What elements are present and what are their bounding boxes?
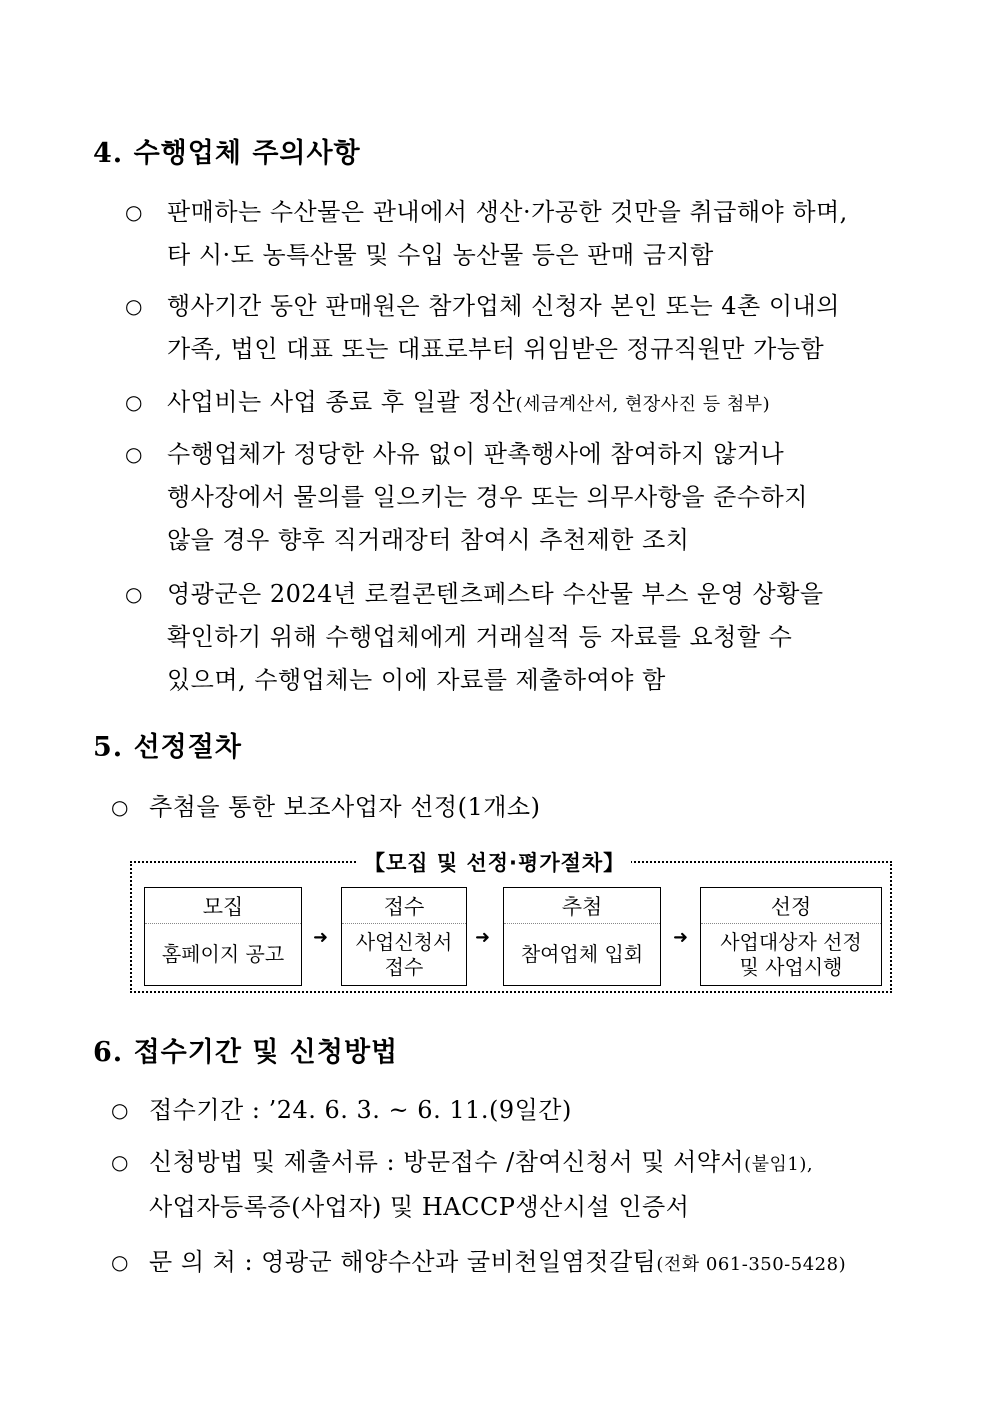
step-body <box>504 924 660 985</box>
arrow-right-icon: ➜ <box>313 927 329 948</box>
bullet-icon: ○ <box>111 1250 129 1274</box>
step-body-line: 홈페이지 공고 <box>161 942 285 966</box>
item-text: 사업비는 사업 종료 후 일괄 정산 <box>167 388 516 416</box>
item-line: 판매하는 수산물은 관내에서 생산·가공한 것만을 취급해야 하며, <box>167 198 848 226</box>
step-body-line: 참여업체 입회 <box>520 942 644 966</box>
item-line: 타 시·도 농특산물 및 수입 농산물 등은 판매 금지함 <box>167 241 714 269</box>
bullet-icon: ○ <box>125 442 143 466</box>
step-body <box>145 924 301 985</box>
section-5-heading: 5. 선정절차 <box>93 732 242 763</box>
step-body-line: 사업대상자 선정 <box>720 929 862 954</box>
item-line: 수행업체가 정당한 사유 없이 판촉행사에 참여하지 않거나 <box>167 440 785 468</box>
item-note: (전화 061-350-5428) <box>656 1254 847 1275</box>
bullet-icon: ○ <box>111 1150 129 1174</box>
item-line: 있으며, 수행업체는 이에 자료를 제출하여야 함 <box>167 666 666 694</box>
bullet-icon: ○ <box>125 390 143 414</box>
process-step-receipt <box>341 887 467 986</box>
step-body-line: 사업신청서 <box>355 929 453 954</box>
item-line: 접수기간 : ’24. 6. 3. ~ 6. 11.(9일간) <box>149 1096 572 1124</box>
bullet-icon: ○ <box>125 294 143 318</box>
section-4-heading: 4. 수행업체 주의사항 <box>93 138 361 169</box>
process-step-recruit <box>144 887 302 986</box>
step-head: 모집 <box>145 888 301 924</box>
item-line: 영광군은 2024년 로컬콘텐츠페스타 수산물 부스 운영 상황을 <box>167 580 824 608</box>
arrow-right-icon: ➜ <box>475 927 491 948</box>
step-body-line: 접수 <box>384 954 424 979</box>
item-line: 행사장에서 물의를 일으키는 경우 또는 의무사항을 준수하지 <box>167 483 808 511</box>
item-note: (붙임1), <box>744 1154 814 1175</box>
process-step-selection <box>700 887 882 986</box>
bullet-icon: ○ <box>125 582 143 606</box>
item-line: 추첨을 통한 보조사업자 선정(1개소) <box>149 793 541 821</box>
item-line: 가족, 법인 대표 또는 대표로부터 위임받은 정규직원만 가능함 <box>167 335 825 363</box>
bullet-icon: ○ <box>111 1098 129 1122</box>
step-head: 추첨 <box>504 888 660 924</box>
step-body <box>342 924 466 985</box>
process-step-lottery <box>503 887 661 986</box>
process-diagram <box>130 851 892 993</box>
item-text: 문 의 처 : 영광군 해양수산과 굴비천일염젓갈팀 <box>149 1248 657 1276</box>
item-line: 행사기간 동안 판매원은 참가업체 신청자 본인 또는 4촌 이내의 <box>167 292 840 320</box>
step-body-lines <box>356 930 453 980</box>
process-title: 【모집 및 선정·평가절차】 <box>358 847 631 877</box>
step-head: 선정 <box>701 888 881 924</box>
item-line: 사업자등록증(사업자) 및 HACCP생산시설 인증서 <box>149 1193 690 1221</box>
step-head: 접수 <box>342 888 466 924</box>
item-line: 확인하기 위해 수행업체에게 거래실적 등 자료를 요청할 수 <box>167 623 793 651</box>
step-body <box>701 924 881 985</box>
item-note: (세금계산서, 현장사진 등 첨부) <box>515 394 771 415</box>
item-text: 신청방법 및 제출서류 : 방문접수 /참여신청서 및 서약서 <box>149 1148 745 1176</box>
bullet-icon: ○ <box>125 200 143 224</box>
arrow-right-icon: ➜ <box>673 927 689 948</box>
step-body-lines <box>720 930 862 980</box>
step-body-line: 및 사업시행 <box>739 954 843 979</box>
item-line: 않을 경우 향후 직거래장터 참여시 추천제한 조치 <box>167 526 690 554</box>
bullet-icon: ○ <box>111 795 129 819</box>
section-6-heading: 6. 접수기간 및 신청방법 <box>93 1037 399 1068</box>
